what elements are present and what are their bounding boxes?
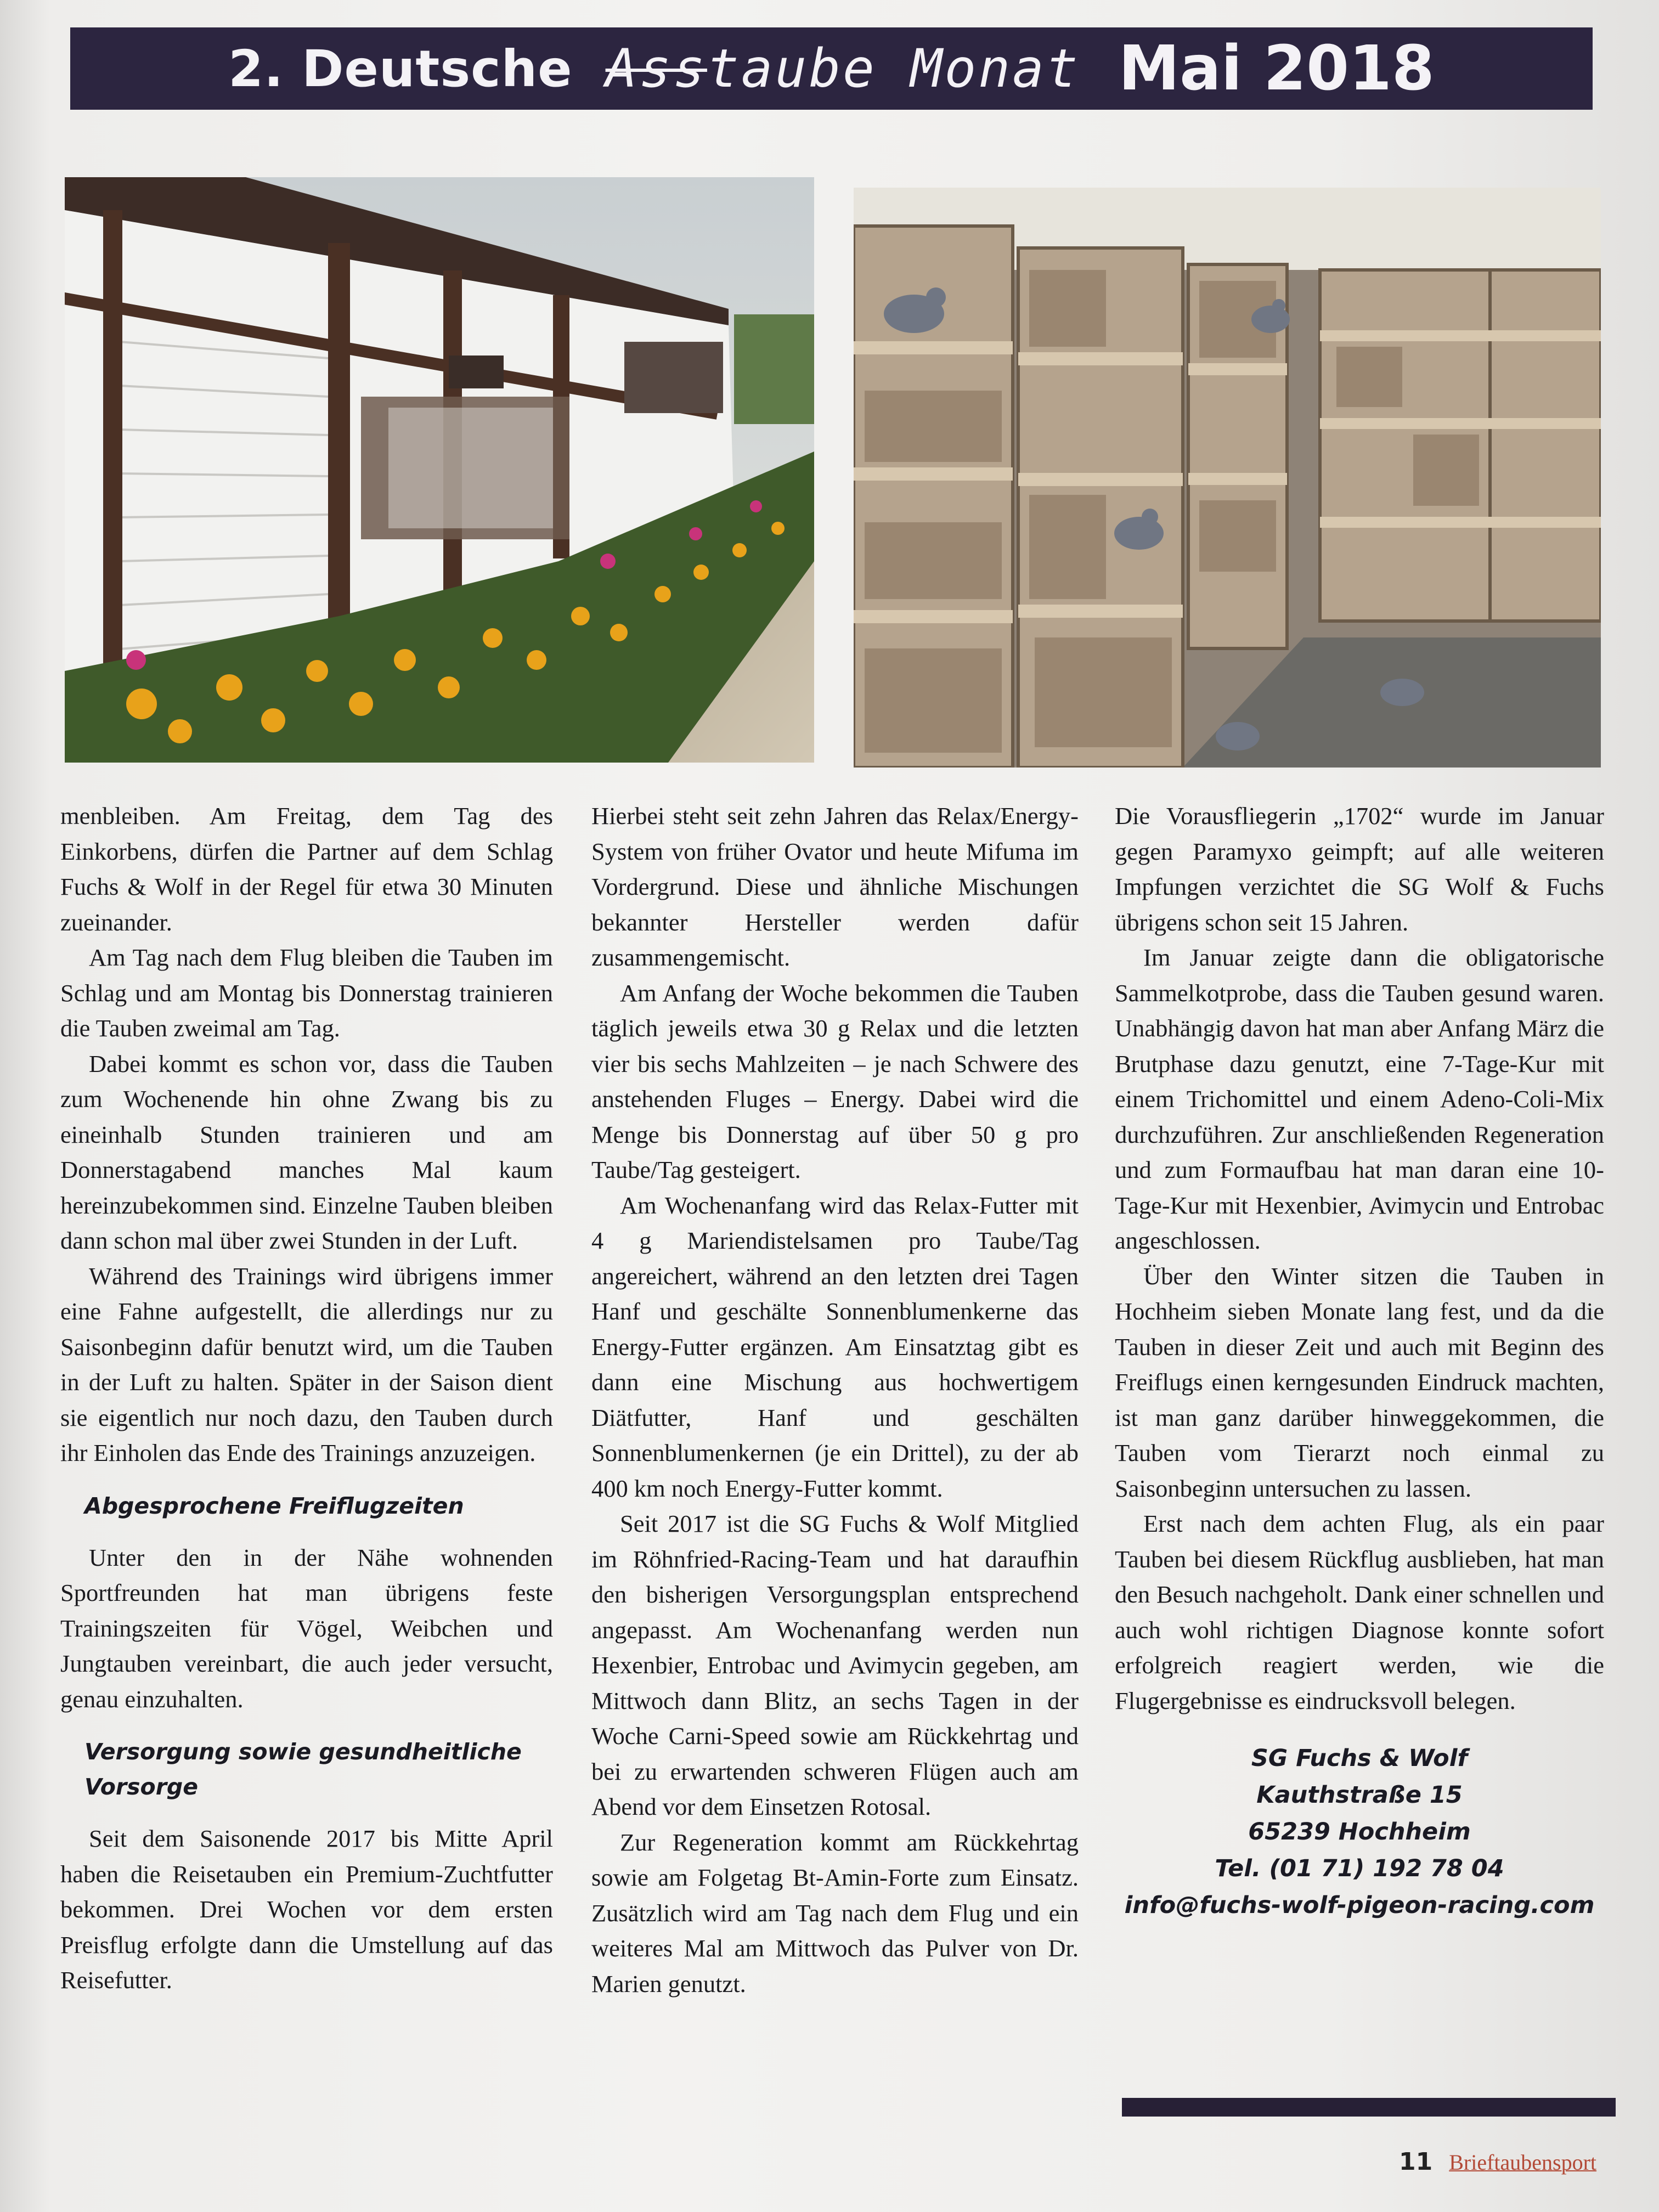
paragraph: Seit 2017 ist die SG Fuchs & Wolf Mitglied im Röhnfried-Racing-Team und hat daraufhin den bisherigen Versorgungsplan entsprechend angepasst. Am Wochenanfang werden nun Hexenbier, Entrobac und Avimycin gegeben, am Mittwoch dann Blitz, an sechs Tagen in der Woche Carni-Speed sowie am Rückkehrtag und bei zu erwartenden schweren Flügen auch am Abend vor dem Einsetzen Rotosal. [591, 1510, 1079, 1820]
contact-city: 65239 Hochheim [1248, 1818, 1471, 1846]
header-title-date: Mai 2018 [1118, 33, 1435, 104]
contact-name: SG Fuchs & Wolf [1251, 1745, 1468, 1772]
paragraph: Erst nach dem achten Flug, als ein paar Tauben bei diesem Rückflug ausblieben, hat man den Besuch nachgeholt. Dank einer schnellen und auch wohl richtigen Diagnose konnte sofort erfolgreich reagiert werden, wie die Flugergebnisse es eindrucksvoll belegen. [1115, 1510, 1604, 1714]
paragraph: Dabei kommt es schon vor, dass die Tauben zum Wochenende hin ohne Zwang bis zu eineinhalb Stunden trainieren und am Donnerstagabend manches Mal kaum hereinzubekommen sind. Einzelne Tauben bleiben dann schon mal über zwei Stunden in der Luft. [60, 1049, 553, 1254]
paragraph: Am Anfang der Woche bekommen die Tauben täglich jeweils etwa 30 g Relax und die letzten vier bis sechs Mahlzeiten – je nach Schwere des anstehenden Fluges – Energy. Dabei wird die Menge bis Donnerstag auf über 50 g pro Taube/Tag gesteigert. [591, 979, 1079, 1183]
paragraph: Über den Winter sitzen die Tauben in Hochheim sieben Monate lang fest, und da die Tauben in dieser Zeit und auch mit Beginn des Freiflugs einen kerngesunden Eindruck machten, ist man ganz darüber hinweggekommen, die Tauben vom Tierarzt noch einmal zu Saisonbeginn untersuchen zu lassen. [1115, 1262, 1604, 1502]
article-column-2 [591, 798, 1079, 2001]
loft-interior-nest-boxes-photo [854, 188, 1601, 768]
section-heading: Abgesprochene Freiflugzeiten [84, 1492, 464, 1519]
divider-bar [1122, 2098, 1616, 2117]
paragraph: menbleiben. Am Freitag, dem Tag des Einkorbens, dürfen die Partner auf dem Schlag Fuchs & Wolf in der Regel für etwa 30 Minuten zueinander. [60, 802, 553, 936]
header-title-prefix: 2. Deutsche [228, 39, 573, 98]
contact-email-link[interactable]: info@fuchs-wolf-pigeon-racing.com [1124, 1892, 1595, 1919]
paragraph: Während des Trainings wird übrigens immer eine Fahne aufgestellt, die allerdings nur zu Saisonbeginn dafür benutzt wird, um die Tauben in der Luft zu halten. Später in der Saison dient sie eigentlich nur noch dazu, den Tauben durch ihr Einholen das Ende des Trainings anzuzeigen. [60, 1262, 553, 1466]
header-handwritten-rest: taube Monat [707, 38, 1080, 99]
paragraph: Am Wochenanfang wird das Relax-Futter mit 4 g Mariendistelsamen pro Taube/Tag angereichert, während an den letzten drei Tagen Hanf und geschälte Sonnenblumenkerne das Energy-Futter ergänzen. Am Einsatztag gibt es dann eine Mischung aus hochwertigem Diätfutter, Hanf und geschälten Sonnenblumenkernen (je ein Drittel), zu der ab 400 km noch Energy-Futter kommt. [591, 1191, 1079, 1502]
paragraph: Die Vorausfliegerin „1702“ wurde im Januar gegen Paramyxo geimpft; auf alle weiteren Impfungen verzichtet die SG Wolf & Fuchs übrigens schon seit 15 Jahren. [1115, 802, 1604, 936]
paragraph: Im Januar zeigte dann die obligatorische Sammelkotprobe, dass die Tauben gesund waren. Unabhängig davon hat man aber Anfang März die Brutphase dazu genutzt, eine 7-Tage-Kur mit einem Trichomittel und einem Adeno-Coli-Mix durchzuführen. Zur anschließenden Regeneration und zum Formaufbau hat man daran eine 10-Tage-Kur mit Hexenbier, Avimycin und Entrobac angeschlossen. [1115, 944, 1604, 1254]
page-number: 11 [1399, 2148, 1433, 2176]
contact-block [1115, 1740, 1604, 1924]
contact-phone: Tel. (01 71) 192 78 04 [1215, 1855, 1504, 1882]
publication-name: Brieftaubensport [1449, 2150, 1597, 2175]
header-banner [70, 27, 1593, 110]
section-heading: Versorgung sowie gesundheitliche Vorsorge [84, 1739, 522, 1800]
paragraph: Zur Regeneration kommt am Rückkehrtag sowie am Folgetag Bt-Amin-Forte zum Einsatz. Zusätzlich wird am Tag nach dem Flug und ein weiteres Mal am Mittwoch das Pulver von Dr. Marien genutzt. [591, 1828, 1079, 1997]
paragraph: Seit dem Saisonende 2017 bis Mitte April haben die Reisetauben ein Premium-Zuchtfutter bekommen. Drei Wochen vor dem ersten Preisflug erfolgte dann die Umstellung auf das Reisefutter. [60, 1825, 553, 1994]
paragraph: Am Tag nach dem Flug bleiben die Tauben im Schlag und am Montag bis Donnerstag trainieren die Tauben zweimal am Tag. [60, 944, 553, 1042]
page-footer [1399, 2148, 1596, 2176]
header-struck-word: Ass [605, 38, 707, 99]
header-title-handwritten [606, 38, 1080, 99]
paragraph: Hierbei steht seit zehn Jahren das Relax/Energy-System von früher Ovator und heute Mifuma im Vordergrund. Diese und ähnliche Mischungen bekannter Hersteller werden dafür zusammengemischt. [591, 802, 1079, 971]
article-column-3 [1115, 798, 1604, 1924]
article-column-1 [60, 798, 553, 1998]
pigeon-loft-garden-photo [65, 177, 814, 763]
contact-street: Kauthstraße 15 [1256, 1781, 1463, 1809]
paragraph: Unter den in der Nähe wohnenden Sportfreunden hat man übrigens feste Trainingszeiten für Vögel, Weibchen und Jungtauben vereinbart, die auch jeder versucht, genau einzuhalten. [60, 1543, 553, 1713]
